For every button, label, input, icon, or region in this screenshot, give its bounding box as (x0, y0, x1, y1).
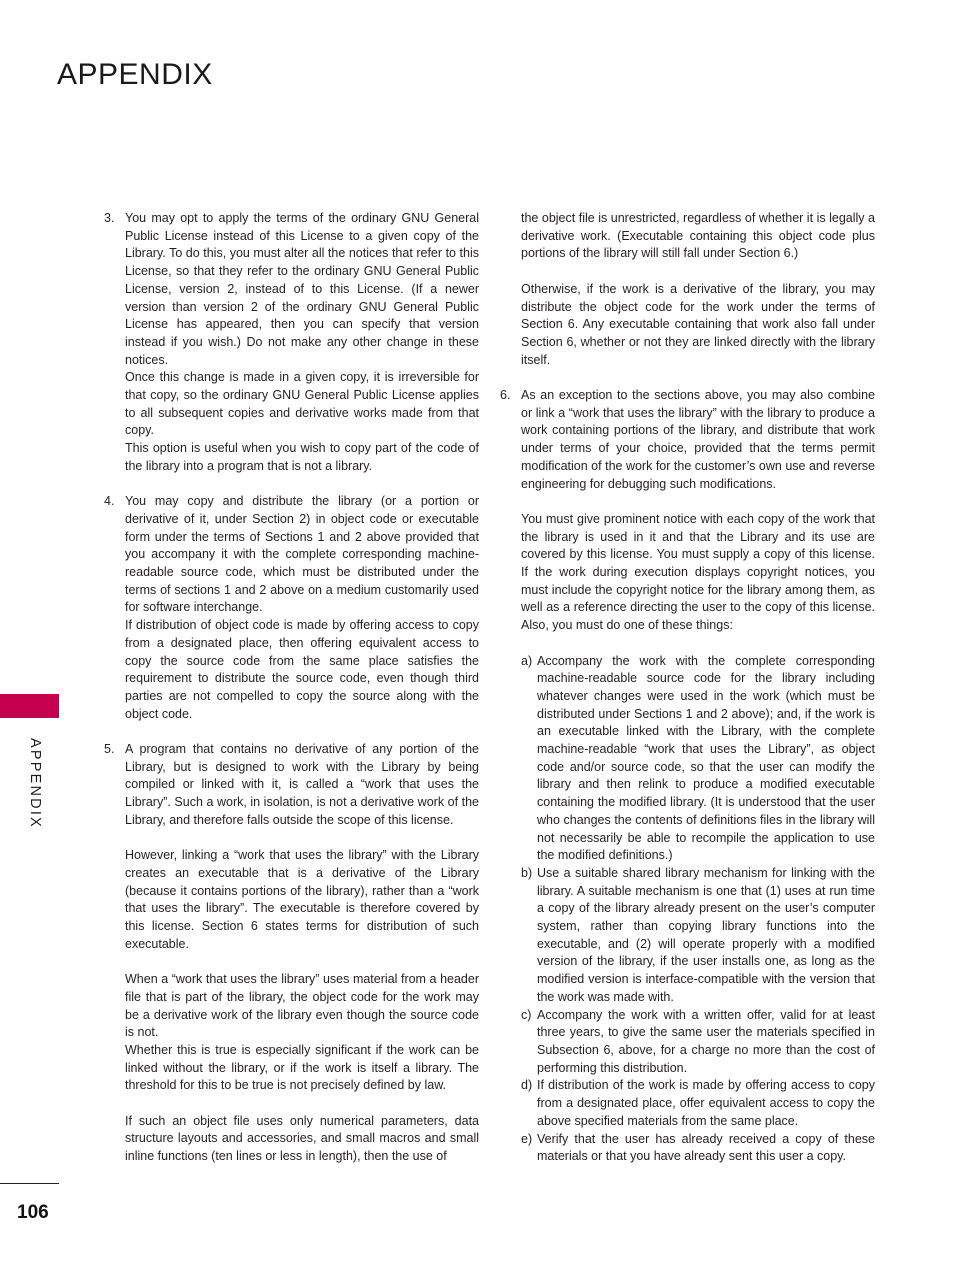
item-number: 6. (500, 388, 511, 402)
paragraph: You may copy and distribute the library (or a portion or derivative of it, under Section 2) in object code or executable form under the terms of Sections 1 and 2 above provided that you accompany it with the complete corresponding machine-readable source code, which must be distributed under the terms of sections 1 and 2 above on a medium customarily used for software interchange. (125, 494, 479, 615)
list-item (521, 1131, 875, 1166)
subitem-text: Use a suitable shared library mechanism for linking with the library. A suitable mechanism is one that (1) uses at run time a copy of the library already present on the user’s computer system, rather than copying library functions into the executable, and (2) will operate properly with a modified version of the library, if the user installs one, as long as the modified version is interface-compatible with the version that the work was made with. (537, 865, 875, 1004)
paragraph: the object file is unrestricted, regardless of whether it is legally a derivative work. (Executable containing this object code plus portions of the library will still fall under Section 6.) (521, 211, 875, 261)
paragraph: You may opt to apply the terms of the ordinary GNU General Public License instead of this License to a given copy of the Library. To do this, you must alter all the notices that refer to this License, so that they refer to the ordinary GNU General Public License, version 2, instead of to this License. (If a newer version than version 2 of the ordinary GNU General Public License has appeared, then you can specify that version instead if you wish.) Do not make any other change in these notices. (125, 211, 479, 367)
subitem-text: Accompany the work with the complete corresponding machine-readable source code for the library including whatever changes were used in the work (which must be distributed under Sections 1 and 2 above); and, if the work is an executable linked with the Library, with the complete machine-readable “work that uses the Library”, as object code and/or source code, so that the user can modify the library and then relink to produce a modified executable containing the modified library. (It is understood that the user who changes the contents of definitions files in the library will not necessarily be able to recompile the application to use the modified definitions.) (537, 653, 875, 863)
paragraph: Whether this is true is especially significant if the work can be linked without the library, or if the work is itself a library. The threshold for this to be true is not precisely defined by law. (125, 1042, 479, 1093)
paragraph: You must give prominent notice with each copy of the work that the library is used in it and that the Library and its use are covered by this license. You must supply a copy of this license. If the work during execution displays copyright notices, you must include the copyright notice for the library among them, as well as a reference directing the user to the copy of this license. Also, you must do one of these things: (521, 511, 875, 633)
right-text-column (500, 210, 875, 1166)
license-item-6 (500, 387, 875, 635)
subitem-label: d) (521, 1078, 533, 1093)
sidebar-section-label: APPENDIX (27, 738, 43, 829)
subitem-text: If distribution of the work is made by offering access to copy from a designated place, offer equivalent access to copy the above specified materials from the same place. (537, 1078, 875, 1128)
list-item (521, 1007, 875, 1078)
page-number: 106 (17, 1202, 49, 1223)
paragraph: However, linking a “work that uses the library” with the Library creates an executable that is a derivative of the Library (because it contains portions of the library), rather than a “work that uses the library”. The executable is therefore covered by this license. Section 6 states terms for distribution of such executable. (125, 848, 479, 951)
paragraph: Otherwise, if the work is a derivative of the library, you may distribute the object code for the work under the terms of Section 6. Any executable containing that work also fall under Section 6, whether or not they are linked directly with the library itself. (521, 281, 875, 367)
license-item-3 (104, 210, 479, 476)
list-item (521, 865, 875, 1007)
paragraph: This option is useful when you wish to copy part of the code of the library into a program that is not a library. (125, 441, 479, 473)
subitem-text: Verify that the user has already received a copy of these materials or that you have already sent this user a copy. (537, 1131, 875, 1164)
subitem-label: b) (521, 865, 533, 880)
list-item (521, 653, 875, 865)
paragraph: As an exception to the sections above, you may also combine or link a “work that uses the library” with the library to produce a work containing portions of the library, and distribute that work under terms of your choice, provided that the terms permit modification of the work for the customer’s own use and reverse engineering for debugging such modifications. (521, 388, 875, 491)
subitem-label: e) (521, 1131, 533, 1146)
license-item-4 (104, 493, 479, 723)
page-title: APPENDIX (57, 58, 213, 91)
paragraph: If distribution of object code is made by offering access to copy from a designated place, then offering equivalent access to copy the source code from the same place satisfies the requirement to distribute the source code, even though third parties are not compelled to copy the source along with the object code. (125, 618, 479, 721)
paragraph: When a “work that uses the library” uses material from a header file that is part of the library, the object code for the work may be a derivative work of the library even though the source code is not. (125, 972, 479, 1040)
item-number: 3. (104, 211, 115, 225)
left-text-column (104, 210, 479, 1166)
item-number: 5. (104, 742, 115, 757)
subitem-label: c) (521, 1007, 532, 1022)
license-item-5 (104, 741, 479, 1166)
paragraph: A program that contains no derivative of any portion of the Library, but is designed to work with the Library by being compiled or linked with it, is called a “work that uses the Library”. Such a work, in isolation, is not a derivative work of the Library, and therefore falls outside the scope of this license. (125, 742, 479, 827)
section-tab-marker (0, 694, 59, 718)
footer-divider (0, 1183, 59, 1184)
item-number: 4. (104, 494, 115, 509)
subitem-text: Accompany the work with a written offer, valid for at least three years, to give the same user the materials specified in Subsection 6, above, for a charge no more than the cost of performing this distribution. (537, 1007, 875, 1075)
paragraph: If such an object file uses only numerical parameters, data structure layouts and accessories, and small macros and small inline functions (ten lines or less in length), then the use of (125, 1113, 479, 1164)
subitem-list (500, 653, 875, 1166)
paragraph: Once this change is made in a given copy, it is irreversible for that copy, so the ordinary GNU General Public License applies to all subsequent copies and derivative works made from that copy. (125, 370, 479, 438)
subitem-label: a) (521, 653, 533, 668)
list-item (521, 1077, 875, 1130)
